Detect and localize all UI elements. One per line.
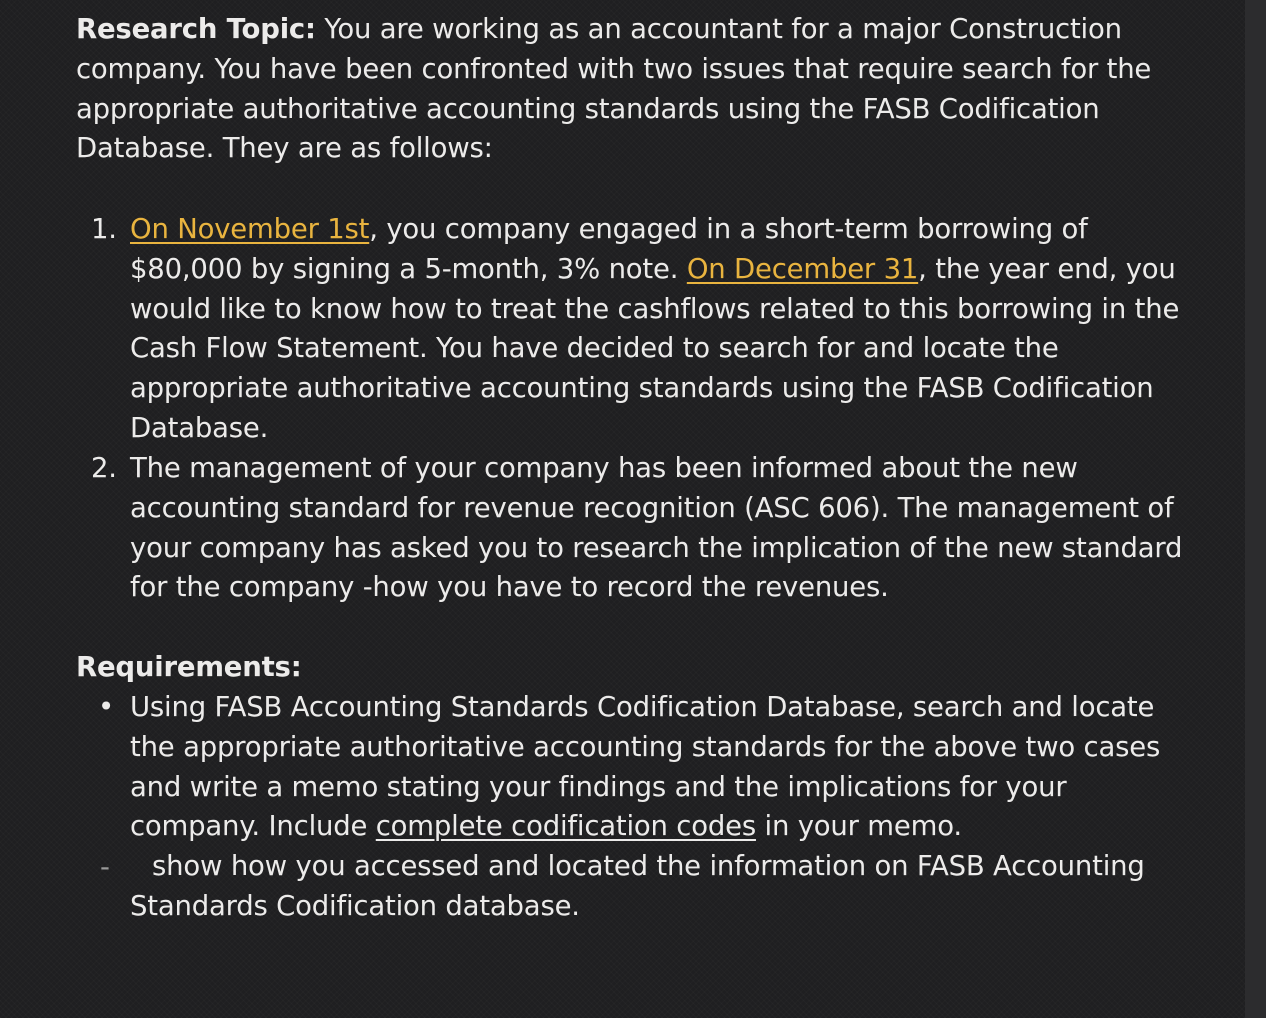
- requirements-body: [130, 688, 1190, 927]
- issue-body-2: The management of your company has been informed about the new accounting standard for revenue recognition (ASC 606). The management of your company has asked you to research the implication of the new standard for the company -how you have to record the revenues.: [130, 452, 1183, 604]
- date-link-november[interactable]: On November 1st: [130, 213, 370, 245]
- requirements-heading: Requirements:: [76, 651, 302, 683]
- date-link-december[interactable]: On December 31: [686, 252, 919, 285]
- requirement-text-b: in your memo.: [755, 810, 962, 843]
- issue-1-text-b: , the year end, you would like to know how to treat the cashflows related to this borrowing in the Cash Flow Statement. You have decided to search for and locate the appropriate authoritative accounting standards using the FASB Codification Database.: [130, 252, 1180, 444]
- codification-codes-underlined: complete codification codes: [375, 810, 756, 843]
- issue-1-text-a: , you company engaged in a short-term borrowing of $80,000 by signing a 5-month, 3% note.: [130, 213, 1088, 285]
- dash-marker: -: [100, 851, 110, 883]
- bullet-marker: •: [98, 691, 115, 723]
- issue-number-1: 1.: [91, 213, 117, 245]
- issue-number-2: 2.: [91, 452, 117, 484]
- research-topic-label: Research Topic:: [76, 13, 316, 45]
- issue-body-1: [130, 210, 1190, 449]
- requirement-text-a: Using FASB Accounting Standards Codification Database, search and locate the appropriate authoritative accounting standards for the above two cases and write a memo stating your findings and the implications for your company. Include: [130, 691, 1161, 843]
- intro-text: You are working as an accountant for a major Construction company. You have been confronted with two issues that require search for the appropriate authoritative accounting standards using the FASB Codification Database. They are as follows:: [76, 13, 1152, 165]
- intro-paragraph: [76, 10, 1176, 169]
- right-edge-panel: [1245, 0, 1266, 1018]
- requirement-dash-text: show how you accessed and located the information on FASB Accounting Standards Codification database.: [130, 850, 1145, 922]
